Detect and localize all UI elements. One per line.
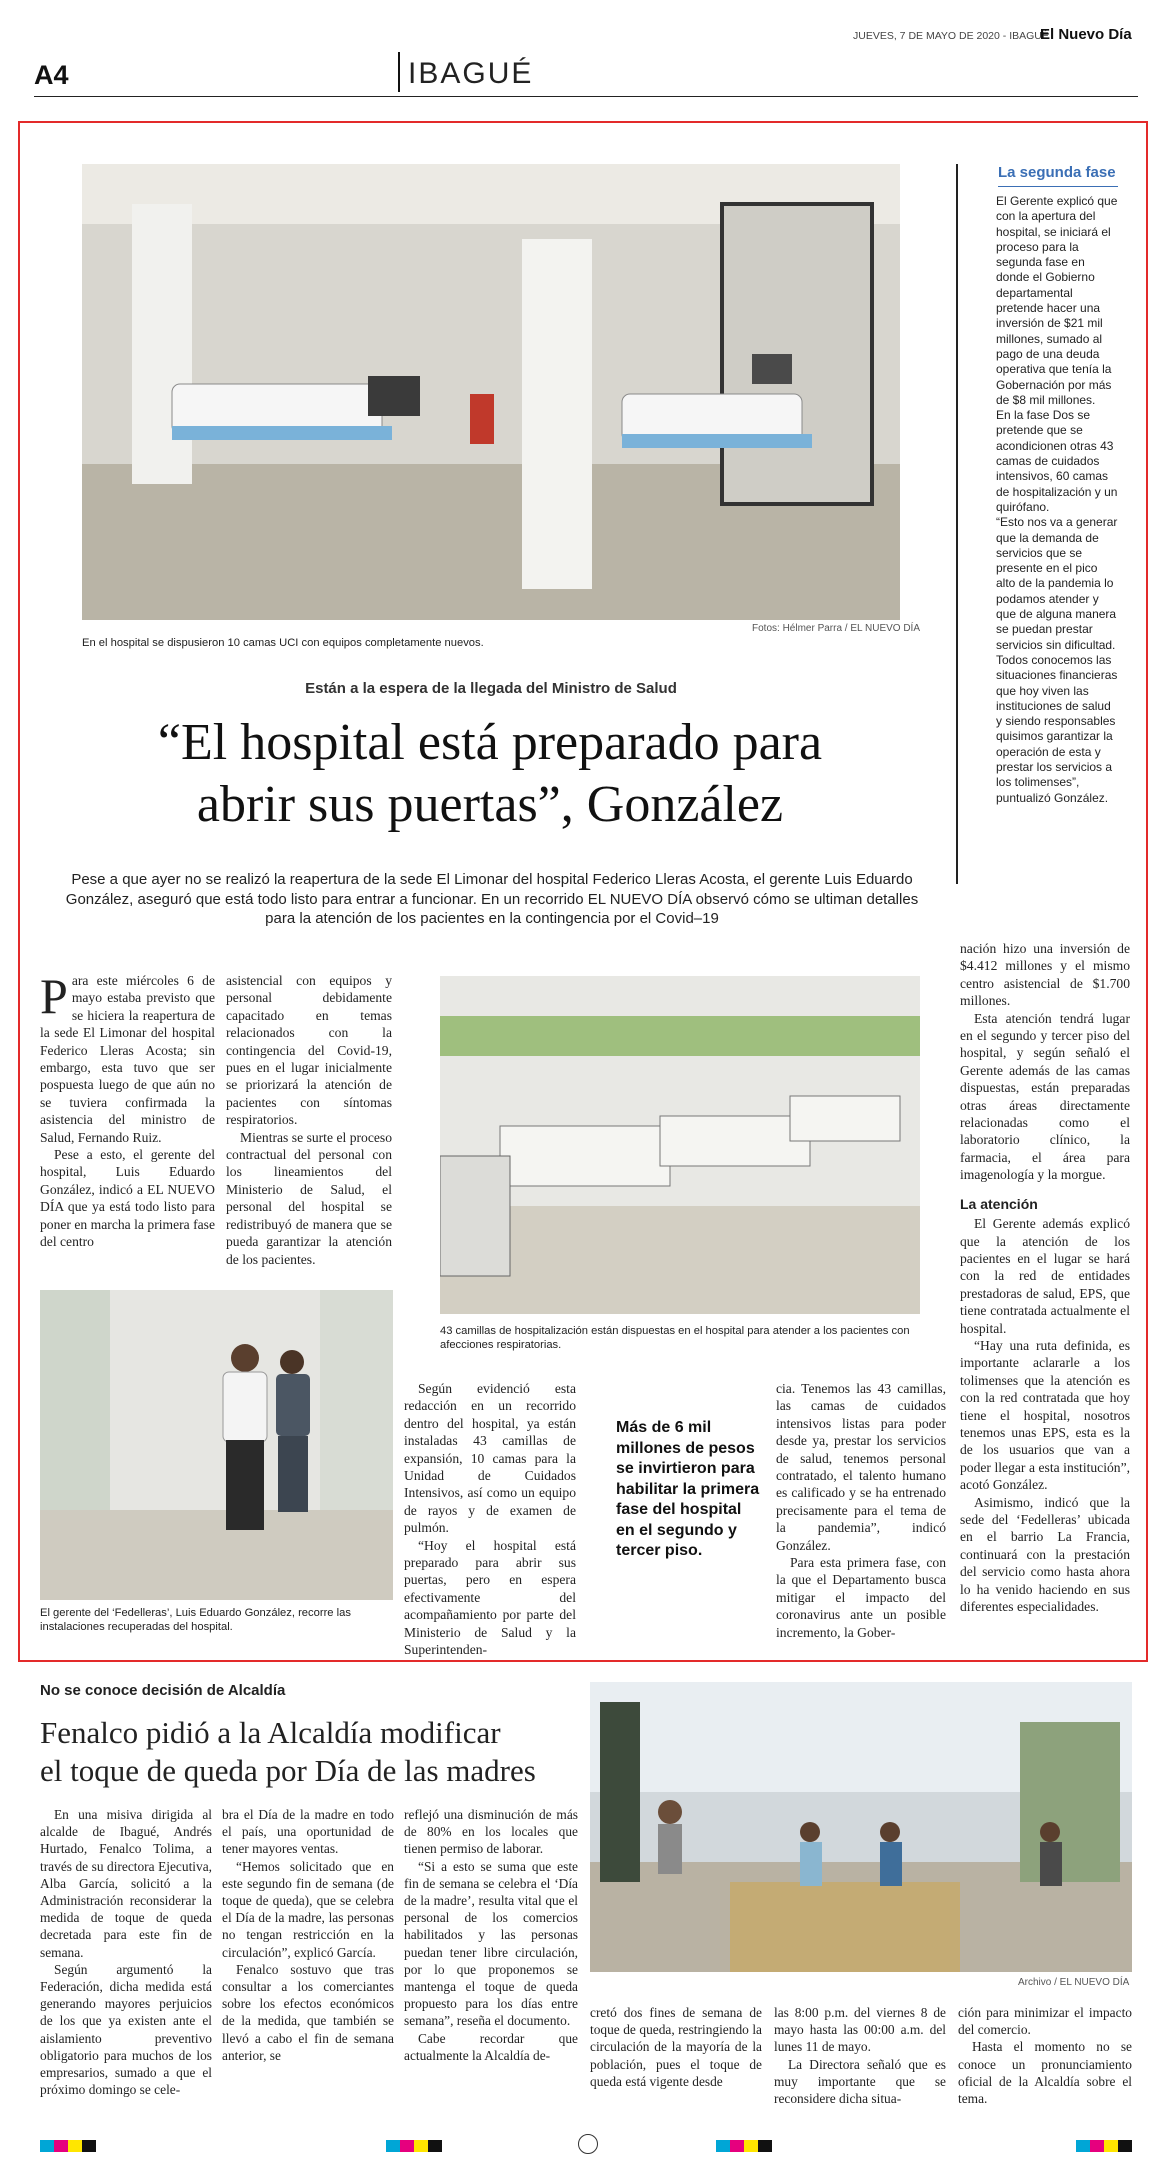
paragraph: En una misiva dirigida al alcalde de Ibagué, Andrés Hurtado, Fenalco Tolima, a través de su directora Ejecutiva, Alba García, solicitó a la Administración reconsiderar la medida de toque de queda decretada para este fin de semana.	[40, 1807, 212, 1960]
paragraph: las 8:00 p.m. del viernes 8 de mayo hasta las 00:00 a.m. del lunes 11 de mayo.	[774, 2005, 946, 2055]
photo-credit: Fotos: Hélmer Parra / EL NUEVO DÍA	[752, 623, 921, 634]
sidebar-paragraph: El Gerente explicó que con la apertura del hospital, se iniciará el proceso para la segunda fase en donde el Gobierno departamental pretende hacer una inversión de $21 mil millones, sumado al pago de una deuda operativa que tenía la Gobernación por más de $8 mil millones.	[996, 194, 1118, 407]
paragraph: Asimismo, indicó que la sede del ‘Fedelleras’ ubicada en el barrio La Francia, continuará con la prestación del servicio como hasta ahora lo ha venido haciendo en sus diferentes especialidades.	[960, 1494, 1130, 1615]
article-column-1	[40, 968, 215, 1251]
paragraph: “Si a esto se suma que este fin de semana se celebra el ‘Día de la madre’, resulta vital que el personal de los comercios habilitados y las personas puedan tener libre circulación, por lo que proponemos se mantenga el toque de queda propuesto para los días entre semana”, reseña el documento.	[404, 1858, 578, 2029]
main-kicker: Están a la espera de la llegada del Ministro de Salud	[305, 680, 677, 697]
headline-line: el toque de queda por Día de las madres	[40, 1753, 536, 1788]
sidebar-paragraph: “Esto nos va a generar que la demanda de servicios que se presente en el pico alto de la pandemia lo podamos atender y que de alguna manera se puedan prestar servicios sin dificultad. Todos conocemos las situaciones financieras que hoy viven las instituciones de salud y siendo responsables quisimos garantizar la operación de esta y prestar los servicios a los tolimenses”, puntualizó González.	[996, 515, 1118, 805]
photo-caption: En el hospital se dispusieron 10 camas UCI con equipos completamente nuevos.	[82, 637, 484, 649]
paragraph: reflejó una disminución de más de 80% en los locales que tienen permiso de laborar.	[404, 1807, 578, 1857]
paragraph: Pese a esto, el gerente del hospital, Luis Eduardo González, indicó a EL NUEVO DÍA que ya está todo listo para poner en marcha la primera fase del centro	[40, 1147, 215, 1250]
second-column-2	[222, 1806, 394, 2064]
second-column-4	[590, 2004, 762, 2090]
paragraph: Para esta primera fase, con la que el Departamento busca mitigar el impacto del coronavirus ante un posible incremento, la Gober-	[776, 1555, 946, 1640]
second-kicker: No se conoce decisión de Alcaldía	[40, 1682, 286, 1699]
article-column-right	[960, 940, 1130, 1615]
paragraph: “Hoy el hospital está preparado para abrir sus puertas, pero en espera efectivamente del acompañamiento por parte del Ministerio de Salud y la Superintenden-	[404, 1537, 576, 1658]
paragraph: Esta atención tendrá lugar en el segundo y tercer piso del hospital, y según señaló el Gerente además de las camas dispuestas, están preparadas otras áreas directamente relacionadas como el laboratorio clínico, la farmacia, el área para imagenología y la morgue.	[960, 1010, 1130, 1183]
main-lead: Pese a que ayer no se realizó la reapertura de la sede El Limonar del hospital Federico Lleras Acosta, el gerente Luis Eduardo González, aseguró que está todo listo para entrar a funcionar. En un recorrido EL NUEVO DÍA observó cómo se ultiman detalles para la atención de los pacientes en la contingencia por el Covid–19	[65, 871, 919, 927]
hospital-icu-photo	[82, 164, 900, 620]
article-column-2	[226, 972, 392, 1268]
paragraph: nación hizo una inversión de $4.412 millones y el mismo centro asistencial de $1.700 millones.	[960, 941, 1130, 1009]
street-photo	[590, 1682, 1132, 1972]
sidebar-body	[996, 194, 1118, 806]
paragraph: Fenalco sostuvo que tras consultar a los comerciantes sobre los efectos económicos de la medida, que también se llevó a cabo el fin de semana anterior, se	[222, 1961, 394, 2063]
dateline: JUEVES, 7 DE MAYO DE 2020 - IBAGUÉ	[853, 30, 1049, 42]
registration-mark-icon	[578, 2134, 598, 2154]
section-divider	[398, 52, 400, 92]
article-column-5	[776, 1380, 946, 1641]
brand-logo: El Nuevo Día	[1040, 26, 1132, 43]
hospital-manager-photo	[40, 1290, 393, 1600]
paragraph: asistencial con equipos y personal debidamente capacitado en temas relacionados con la contingencia del Covid-19, pues en el lugar inicialmente se priorizará la atención de pacientes con síntomas respiratorios.	[226, 973, 392, 1128]
paragraph: El Gerente además explicó que la atención de los pacientes en el lugar se hará con la red de entidades prestadoras de salud, EPS, que tiene contratada actualmente el hospital.	[960, 1216, 1130, 1336]
headline-line: Fenalco pidió a la Alcaldía modificar	[40, 1715, 501, 1750]
second-column-1	[40, 1806, 212, 2098]
sidebar-paragraph: En la fase Dos se pretende que se acondicionen otras 43 camas de cuidados intensivos, 60 camas de hospitalización y un quirófano.	[996, 408, 1118, 514]
paragraph: ción para minimizar el impacto del comercio.	[958, 2005, 1132, 2038]
photo-credit: Archivo / EL NUEVO DÍA	[1018, 1977, 1130, 1988]
paragraph: Mientras se surte el proceso contractual del personal con los lineamientos del Ministerio de Salud, el personal del hospital se redistribuyó de manera que se pueda garantizar la atención de los pacientes.	[226, 1129, 392, 1267]
sidebar-rule	[956, 164, 958, 884]
headline-line: “El hospital está preparado para	[157, 714, 823, 771]
second-headline	[40, 1714, 600, 1790]
paragraph: La Directora señaló que es muy importante que se reconsidere dicha situa-	[774, 2056, 946, 2107]
paragraph: bra el Día de la madre en todo el país, una oportunidad de tener mayores ventas.	[222, 1807, 394, 1857]
drop-cap: P	[40, 968, 68, 1024]
headline-line: abrir sus puertas”, González	[196, 776, 784, 833]
second-column-5	[774, 2004, 946, 2107]
main-headline	[40, 712, 940, 836]
paragraph: Según evidenció esta redacción en un recorrido dentro del hospital, ya están instaladas 43 camillas de expansión, 10 camas para la Unidad de Cuidados Intensivos, así como un equipo de rayos y de examen de pulmón.	[404, 1381, 576, 1536]
sidebar-title-rule	[998, 186, 1118, 187]
paragraph: “Hay una ruta definida, es importante aclararle a los tolimenses que la atención es con la red contratada que hoy tiene el hospital, nosotros tenemos unas EPS, esta es la de los usuarios que van a poder llegar a esta institución”, acotó González.	[960, 1337, 1130, 1493]
hospital-beds-photo	[440, 976, 920, 1314]
second-column-6	[958, 2004, 1132, 2107]
paragraph: cretó dos fines de semana de toque de queda, restringiendo la circulación de la mayoría de la población, pues el toque de queda está vigente desde	[590, 2005, 762, 2089]
second-column-3	[404, 1806, 578, 2064]
paragraph: Cabe recordar que actualmente la Alcaldía de-	[404, 2030, 578, 2063]
page-number: A4	[34, 60, 69, 90]
header-rule	[34, 96, 1138, 97]
section-title: IBAGUÉ	[408, 57, 534, 90]
paragraph: ara este miércoles 6 de mayo estaba previsto que se hiciera la reapertura de la sede El Limonar del hospital Federico Lleras Acosta; sin embargo, esta tuvo que ser pospuesta luego de que aún no se tuviera confirmada la asistencia del ministro de Salud, Fernando Ruiz.	[40, 973, 215, 1145]
subheading: La atención	[960, 1195, 1038, 1212]
article-column-3	[404, 1380, 576, 1659]
paragraph: Según argumentó la Federación, dicha medida está generando mayores perjuicios de los que ya existen ante el aislamiento preventivo obligatorio para muchos de los empresarios, sumado a que el próximo domingo se cele-	[40, 1961, 212, 2098]
paragraph: cia. Tenemos las 43 camillas, las camas de cuidados intensivos listas para poder desde ya, prestar los servicios de salud, tenemos personal contratado, el talento humano es calificado y se ha entrenado precisamente para el tema de la pandemia”, indicó González.	[776, 1381, 946, 1553]
photo-caption: 43 camillas de hospitalización están dispuestas en el hospital para atender a los pacientes con afecciones respiratorias.	[440, 1325, 910, 1351]
paragraph: “Hemos solicitado que en este segundo fin de semana (de toque de queda), que se celebra el Día de la madre, las personas no tengan restricción en la circulación”, explicó García.	[222, 1858, 394, 1960]
paragraph: Hasta el momento no se conoce un pronunciamiento oficial de la Alcaldía sobre el tema.	[958, 2039, 1132, 2107]
sidebar-title: La segunda fase	[998, 164, 1116, 181]
photo-caption: El gerente del ‘Fedelleras’, Luis Eduardo González, recorre las instalaciones recuperadas del hospital.	[40, 1607, 351, 1633]
pull-quote: Más de 6 mil millones de pesos se invirtieron para habilitar la primera fase del hospital en el segundo y tercer piso.	[616, 1419, 760, 1559]
